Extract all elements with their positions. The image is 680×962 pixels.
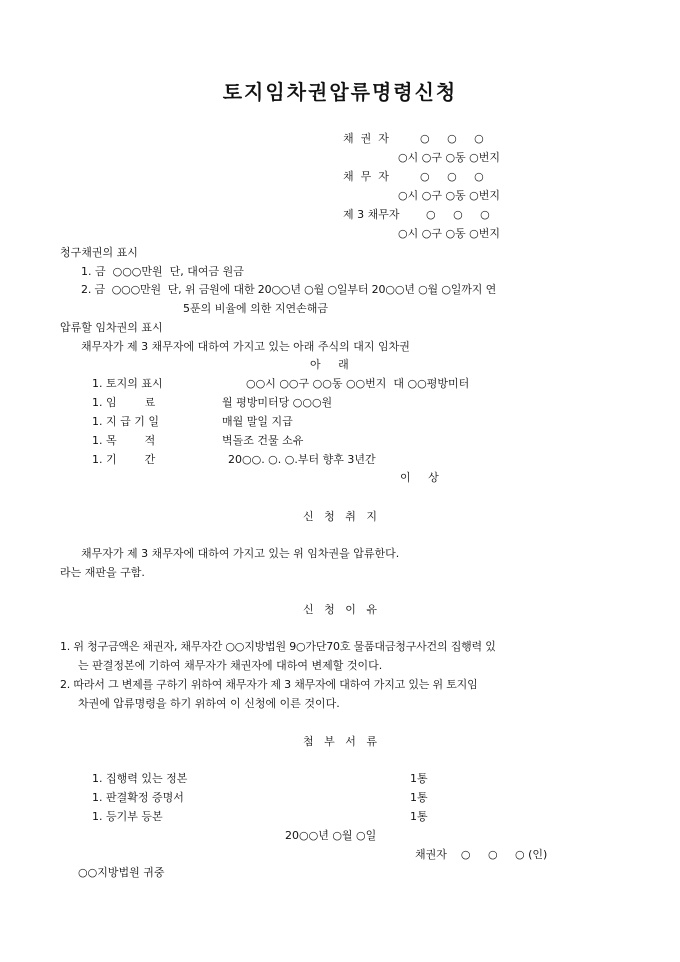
- claim-item-continuation: 5푼의 비율에 의한 지연손해금: [183, 302, 328, 315]
- creditor-address: ○시 ○구 ○동 ○번지: [398, 151, 501, 164]
- reason-line: 1. 위 청구금액은 채권자, 채무자간 ○○지방법원 9○가단70호 물품대금청구사건의 집행력 있: [60, 640, 496, 653]
- attachment-name: 1. 등기부 등본: [92, 810, 163, 823]
- purpose-line: 라는 재판을 구함.: [60, 566, 145, 579]
- third-debtor-name: ○ ○ ○: [426, 208, 490, 221]
- land-label: 1. 토지의 표시: [92, 377, 163, 390]
- seizure-intro: 채무자가 제 3 채무자에 대하여 가지고 있는 아래 주식의 대지 임차권: [81, 340, 410, 353]
- creditor-name: ○ ○ ○: [420, 132, 484, 145]
- reason-line: 차권에 압류명령을 하기 위하여 이 신청에 이른 것이다.: [78, 697, 340, 710]
- attachment-name: 1. 집행력 있는 정본: [92, 772, 188, 785]
- claim-heading: 청구채권의 표시: [60, 246, 138, 259]
- filing-date: 20○○년 ○월 ○일: [285, 829, 377, 842]
- attachment-count: 1통: [410, 810, 428, 823]
- period-value: 20○○. ○. ○.부터 향후 3년간: [228, 453, 376, 466]
- seizure-heading: 압류할 임차권의 표시: [60, 321, 163, 334]
- third-debtor-address: ○시 ○구 ○동 ○번지: [398, 227, 501, 240]
- payment-date-value: 매월 말일 지급: [222, 415, 293, 428]
- claim-item: 2. 금 ○○○만원 단, 위 금원에 대한 20○○년 ○월 ○일부터 20○○년 ○월 ○일까지 연: [81, 283, 497, 296]
- attachment-count: 1통: [410, 772, 428, 785]
- debtor-address: ○시 ○구 ○동 ○번지: [398, 189, 501, 202]
- land-value: ○○시 ○○구 ○○동 ○○번지 대 ○○평방미터: [246, 377, 470, 390]
- court-addressee: ○○지방법원 귀중: [78, 866, 165, 879]
- third-debtor-label: 제 3 채무자: [343, 208, 400, 221]
- document-title: 토지임차권압류명령신청: [222, 80, 458, 104]
- creditor-label: 채 권 자: [343, 132, 389, 145]
- end-marker: 이 상: [400, 471, 439, 484]
- payment-date-label: 1. 지 급 기 일: [92, 415, 159, 428]
- attachments-heading: 첨 부 서 류: [303, 735, 377, 748]
- reason-line: 는 판결정본에 기하여 채무자가 채권자에 대하여 변제할 것이다.: [78, 659, 383, 672]
- rent-label: 1. 임 료: [92, 396, 156, 409]
- reason-heading: 신 청 이 유: [303, 603, 377, 616]
- reason-line: 2. 따라서 그 변제를 구하기 위하여 채무자가 제 3 채무자에 대하여 가지고 있는 위 토지임: [60, 678, 478, 691]
- attachment-name: 1. 판결확정 증명서: [92, 791, 184, 804]
- below-marker: 아 래: [310, 358, 349, 371]
- attachment-count: 1통: [410, 791, 428, 804]
- debtor-label: 채 무 자: [343, 170, 389, 183]
- purpose-line: 채무자가 제 3 채무자에 대하여 가지고 있는 위 임차권을 압류한다.: [81, 547, 400, 560]
- rent-value: 월 평방미터당 ○○○원: [222, 396, 333, 409]
- claim-item: 1. 금 ○○○만원 단, 대여금 원금: [81, 265, 244, 278]
- purpose-heading: 신 청 취 지: [303, 510, 377, 523]
- purpose-label: 1. 목 적: [92, 434, 156, 447]
- purpose-value: 벽돌조 건물 소유: [222, 434, 304, 447]
- period-label: 1. 기 간: [92, 453, 156, 466]
- debtor-name: ○ ○ ○: [420, 170, 484, 183]
- signature-line: 채권자 ○ ○ ○ (인): [415, 848, 548, 861]
